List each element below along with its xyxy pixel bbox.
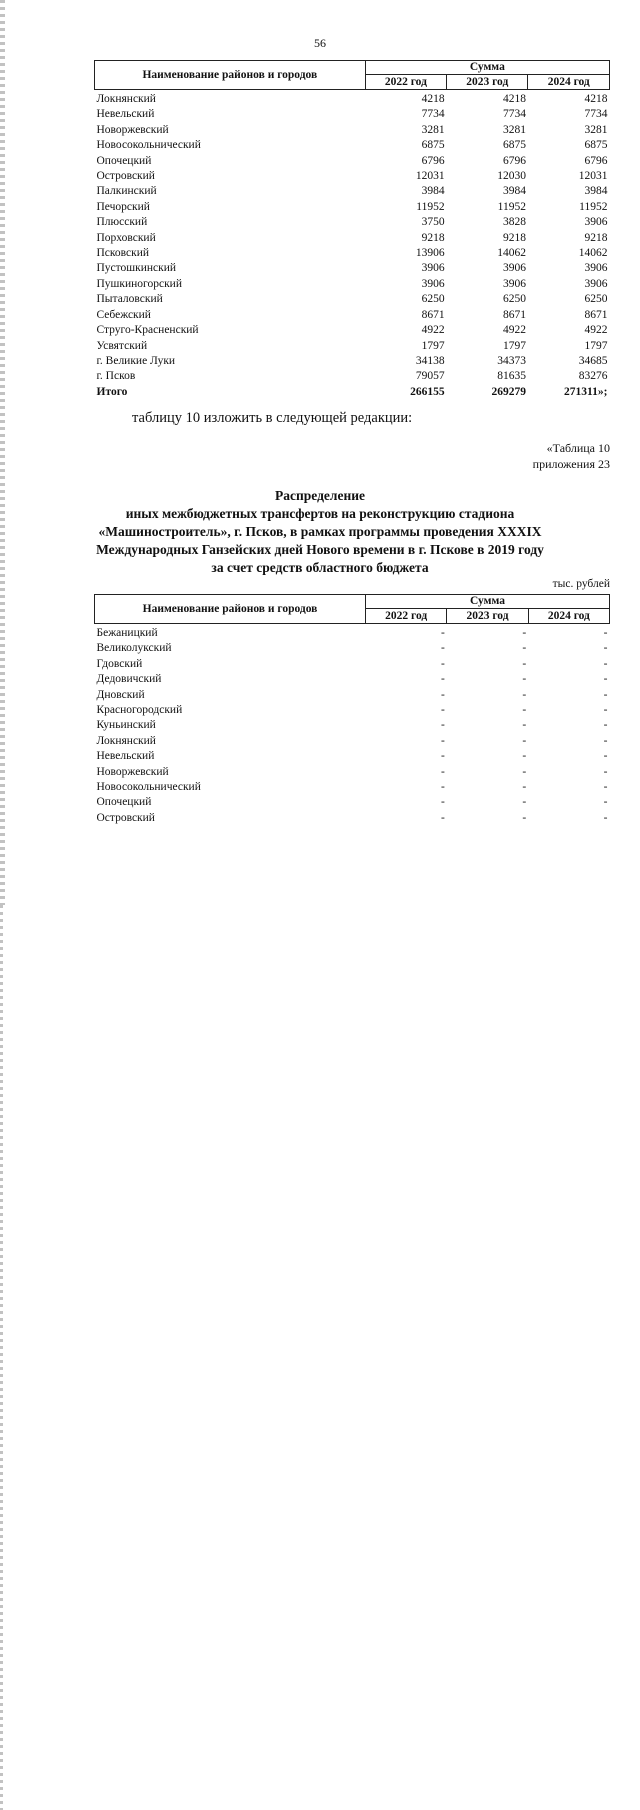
region-name: Локнянский	[96, 93, 156, 105]
table-row	[95, 231, 610, 246]
year-header: 2023 год	[447, 75, 528, 90]
region-name: Невельский	[96, 108, 155, 121]
region-name: Островский	[96, 811, 155, 824]
value-cell: -	[441, 627, 445, 639]
value-cell: -	[522, 627, 527, 639]
value-cell: 8671	[421, 308, 445, 321]
value-cell: -	[522, 781, 527, 794]
region-name: Красногородский	[96, 704, 183, 717]
value-cell: 7734	[584, 108, 608, 121]
value-cell: 34685	[578, 354, 608, 367]
value-cell: 8671	[502, 308, 526, 321]
year-header: 2024 год	[528, 609, 609, 624]
value-cell: -	[441, 765, 445, 778]
value-cell: -	[522, 796, 527, 809]
value-cell: -	[603, 704, 608, 717]
value-cell: -	[441, 642, 445, 655]
table-row	[95, 718, 610, 733]
region-name: Порховский	[96, 231, 156, 244]
value-cell: 1797	[584, 339, 608, 352]
value-cell: 3984	[421, 185, 445, 198]
value-cell: 34373	[497, 354, 526, 367]
value-cell: 12031	[415, 170, 445, 183]
value-cell: -	[522, 734, 527, 747]
value-cell: -	[603, 688, 608, 701]
value-cell: -	[441, 734, 445, 747]
value-cell: 266155	[410, 385, 445, 398]
value-cell: 3906	[502, 262, 526, 275]
scan-edge-right	[0, 905, 3, 1810]
region-name: г. Великие Луки	[96, 354, 176, 367]
table-row	[95, 688, 610, 703]
year-header: 2022 год	[365, 75, 446, 90]
value-cell: -	[522, 811, 527, 824]
units-label: тыс. рублей	[552, 578, 610, 590]
value-cell: -	[603, 657, 608, 670]
value-cell: 6796	[502, 154, 526, 167]
value-cell: 12030	[497, 170, 526, 183]
value-cell: -	[522, 688, 527, 701]
table-row	[95, 215, 610, 230]
table-row	[95, 672, 610, 687]
value-cell: 6875	[584, 139, 608, 152]
value-cell: 269279	[491, 385, 526, 398]
region-name: Опочецкий	[96, 154, 152, 167]
table-row	[95, 369, 610, 384]
value-cell: 3906	[421, 277, 445, 290]
table-row	[95, 200, 610, 215]
value-cell: -	[603, 673, 608, 686]
value-cell: -	[603, 750, 608, 763]
value-cell: 81635	[497, 370, 526, 383]
value-cell: 9218	[421, 231, 445, 244]
table-row	[95, 90, 610, 108]
region-name: Новосокольнический	[96, 139, 201, 152]
value-cell: 4218	[584, 93, 608, 105]
value-cell: -	[441, 657, 445, 670]
region-name: Новоржевский	[96, 123, 169, 136]
value-cell: 1797	[421, 339, 445, 352]
value-cell: 6796	[421, 154, 445, 167]
table-row	[95, 169, 610, 184]
value-cell: -	[441, 781, 445, 794]
name-column-header: Наименование районов и городов	[95, 595, 366, 624]
value-cell: 79057	[415, 370, 445, 383]
table-row	[95, 308, 610, 323]
value-cell: 4218	[421, 93, 445, 105]
sum-header: Сумма	[366, 595, 610, 609]
table-row	[95, 624, 610, 642]
table-row	[95, 107, 610, 122]
value-cell: -	[441, 673, 445, 686]
region-name: Пушкиногорский	[96, 277, 182, 290]
value-cell: 6250	[584, 293, 608, 306]
region-name: Палкинский	[96, 185, 157, 198]
table-row	[95, 292, 610, 307]
value-cell: 83276	[578, 370, 608, 383]
table-row	[95, 277, 610, 292]
region-name: Пустошкинский	[96, 262, 177, 275]
page-number: 56	[314, 36, 326, 50]
value-cell: 12031	[578, 170, 608, 183]
sum-header: Сумма	[365, 61, 609, 75]
value-cell: 3828	[502, 216, 526, 229]
region-name: Псковский	[96, 247, 150, 260]
transfers-table-10	[94, 594, 610, 826]
value-cell: 6250	[502, 293, 526, 306]
value-cell: 3906	[421, 262, 445, 275]
value-cell: 3906	[584, 277, 608, 290]
value-cell: -	[441, 688, 445, 701]
table-row	[95, 811, 610, 826]
value-cell: 11952	[497, 200, 526, 213]
value-cell: -	[522, 704, 527, 717]
value-cell: 1797	[502, 339, 526, 352]
value-cell: -	[603, 796, 608, 809]
value-cell: -	[441, 704, 445, 717]
table-reference-line: приложения 23	[532, 457, 610, 471]
value-cell: -	[603, 734, 608, 747]
table-row	[95, 154, 610, 169]
year-header: 2023 год	[447, 609, 528, 624]
region-name: Гдовский	[96, 657, 143, 670]
value-cell: -	[522, 642, 527, 655]
region-name: Плюсский	[96, 216, 148, 229]
table-row	[95, 138, 610, 153]
value-cell: -	[603, 781, 608, 794]
region-name: Новосокольнический	[96, 781, 201, 794]
value-cell: 3984	[584, 185, 608, 198]
region-name: Себежский	[96, 308, 151, 321]
table-reference-line: «Таблица 10	[546, 441, 610, 455]
table-row	[95, 703, 610, 718]
region-name: Великолукский	[96, 642, 172, 655]
region-name: Куньинский	[96, 719, 156, 732]
year-header: 2024 год	[528, 75, 610, 90]
table-row	[95, 765, 610, 780]
table-row	[95, 184, 610, 199]
region-name: Новоржевский	[96, 765, 169, 778]
value-cell: -	[522, 765, 527, 778]
value-cell: 9218	[584, 231, 608, 244]
value-cell: -	[603, 719, 608, 732]
value-cell: 14062	[578, 247, 608, 260]
table-row	[95, 780, 610, 795]
value-cell: 271311»;	[564, 385, 608, 398]
value-cell: -	[441, 811, 445, 824]
title-line: иных межбюджетных трансфертов на реконструкцию стадиона	[125, 506, 515, 521]
region-name: Опочецкий	[96, 796, 152, 809]
table-row	[95, 749, 610, 764]
value-cell: 4922	[502, 324, 526, 337]
year-header: 2022 год	[366, 609, 447, 624]
region-name: Локнянский	[96, 734, 156, 747]
value-cell: -	[603, 627, 608, 639]
region-name: Струго-Красненский	[96, 324, 199, 337]
region-name: Итого	[96, 385, 128, 398]
region-name: Усвятский	[96, 339, 148, 352]
total-row	[95, 385, 610, 400]
value-cell: -	[522, 719, 527, 732]
value-cell: -	[603, 811, 608, 824]
value-cell: 7734	[421, 108, 445, 121]
value-cell: 6250	[421, 293, 445, 306]
value-cell: 4218	[502, 93, 526, 105]
table-row	[95, 657, 610, 672]
amendment-text: таблицу 10 изложить в следующей редакции:	[132, 410, 413, 426]
table-1-body	[95, 90, 610, 401]
value-cell: -	[522, 673, 527, 686]
title-line: «Машиностроитель», г. Псков, в рамках программы проведения XXXIX	[98, 524, 542, 539]
value-cell: 3281	[584, 123, 608, 136]
value-cell: 4922	[584, 324, 608, 337]
section-title	[0, 487, 640, 577]
table-10-body	[95, 624, 610, 827]
value-cell: 7734	[502, 108, 526, 121]
value-cell: 11952	[416, 200, 445, 213]
table-row	[95, 354, 610, 369]
table-row	[95, 246, 610, 261]
region-name: Печорский	[96, 200, 150, 213]
value-cell: 14062	[497, 247, 526, 260]
table-row	[95, 734, 610, 749]
value-cell: -	[441, 796, 445, 809]
value-cell: -	[603, 765, 608, 778]
value-cell: -	[522, 657, 527, 670]
table-row	[95, 795, 610, 810]
value-cell: 3906	[584, 216, 608, 229]
table-row	[95, 339, 610, 354]
value-cell: -	[441, 750, 445, 763]
value-cell: 13906	[415, 247, 445, 260]
value-cell: -	[441, 719, 445, 732]
value-cell: 3984	[502, 185, 526, 198]
value-cell: -	[603, 642, 608, 655]
value-cell: 3281	[502, 123, 526, 136]
table-reference	[533, 440, 610, 472]
value-cell: 8671	[584, 308, 608, 321]
value-cell: 6875	[421, 139, 445, 152]
name-column-header: Наименование районов и городов	[95, 61, 366, 90]
value-cell: 6796	[584, 154, 608, 167]
value-cell: 3281	[421, 123, 445, 136]
value-cell: 4922	[421, 324, 445, 337]
table-row	[95, 261, 610, 276]
value-cell: -	[522, 750, 527, 763]
region-name: Невельский	[96, 750, 155, 763]
region-name: Дновский	[96, 688, 145, 701]
title-line: Международных Ганзейских дней Нового времени в г. Пскове в 2019 году	[96, 542, 544, 557]
value-cell: 3750	[421, 216, 445, 229]
region-name: Дедовичский	[96, 673, 162, 686]
region-name: Бежаницкий	[96, 627, 158, 639]
title-line: за счет средств областного бюджета	[211, 560, 429, 575]
scan-edge-left	[0, 0, 5, 905]
value-cell: 3906	[584, 262, 608, 275]
table-row	[95, 323, 610, 338]
region-name: г. Псков	[96, 370, 136, 383]
value-cell: 9218	[502, 231, 526, 244]
value-cell: 3906	[502, 277, 526, 290]
transfers-table-1	[94, 60, 610, 400]
table-row	[95, 123, 610, 138]
value-cell: 11952	[579, 200, 608, 213]
value-cell: 6875	[502, 139, 526, 152]
table-row	[95, 641, 610, 656]
region-name: Пыталовский	[96, 293, 163, 306]
value-cell: 34138	[415, 354, 445, 367]
title-line: Распределение	[274, 488, 366, 503]
region-name: Островский	[96, 170, 155, 183]
